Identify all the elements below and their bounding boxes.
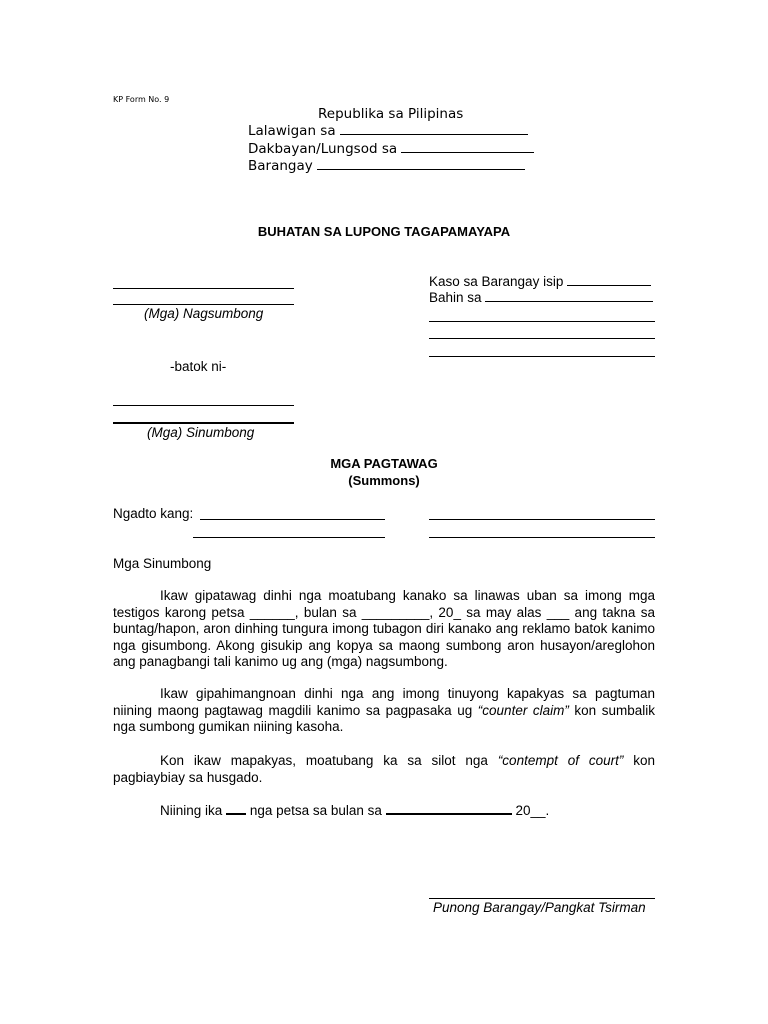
city-field[interactable] (401, 141, 534, 153)
summons-paragraph-2 (113, 686, 655, 736)
province-field[interactable] (340, 123, 528, 135)
republic-label: Republika sa Pilipinas (318, 106, 464, 122)
regarding-field[interactable] (485, 290, 653, 302)
signature-label: Punong Barangay/Pangkat Tsirman (433, 900, 646, 915)
date-label-a: Niining ika (160, 803, 223, 818)
complainants-label: (Mga) Nagsumbong (144, 306, 264, 321)
month-field[interactable] (386, 802, 512, 815)
city-row (248, 141, 534, 157)
date-label-c: 20__. (515, 803, 550, 818)
province-label: Lalawigan sa (248, 123, 336, 139)
respondent-line-1[interactable] (113, 405, 294, 406)
date-label-b: nga petsa sa bulan sa (249, 803, 382, 818)
to-line-2[interactable] (193, 537, 385, 538)
p2-text-a: Ikaw gipahimangnoan dinhi nga ang imong tinuyong kapakyas sa pagtuman niining maong pagtawag magdili kanimo sa pagpasaka ug (113, 686, 655, 718)
respondent-line-2[interactable] (113, 422, 294, 424)
barangay-row (248, 158, 525, 174)
case-no-label: Kaso sa Barangay isip (429, 274, 564, 289)
regarding-label: Bahin sa (429, 290, 482, 305)
addressee-label: Mga Sinumbong (113, 556, 212, 571)
versus-label: -batok ni- (170, 359, 227, 374)
summons-subtitle: (Summons) (348, 473, 420, 488)
summons-paragraph-1: Ikaw gipatawag dinhi nga moatubang kanako sa linawas uban sa imong mga testigos karong petsa ______, bulan sa _________, 20_ sa may alas ___ ang takna sa buntag/hapon, aron dinhing tungura imong tubagon diri kanako ang reklamo batok kanimo nga gisumbong. Akong gisukip ang kopya sa maong sumbong aron husayon/areglohon ang panagbangi tali kanimo ug ang (mga) nagsumbong. (113, 588, 655, 669)
case-no-field[interactable] (567, 274, 651, 286)
province-row (248, 123, 528, 139)
regarding-line-2[interactable] (429, 321, 655, 322)
p3-text-b: kon pagbiaybiay sa husgado. (113, 753, 655, 785)
to-line-4[interactable] (429, 537, 655, 538)
p2-counter-claim: “counter claim” (477, 702, 569, 718)
barangay-label: Barangay (248, 158, 313, 174)
to-label: Ngadto kang: (113, 506, 194, 521)
barangay-field[interactable] (317, 158, 525, 170)
case-no-row (429, 274, 651, 289)
date-line (160, 802, 549, 818)
summons-paragraph-3 (113, 753, 655, 786)
complainant-line-1[interactable] (113, 288, 294, 289)
regarding-line-3[interactable] (429, 338, 655, 339)
complainant-line-2[interactable] (113, 304, 294, 305)
city-label: Dakbayan/Lungsod sa (248, 141, 398, 157)
respondents-label: (Mga) Sinumbong (147, 425, 255, 440)
p2-text-b: kon sumbalik nga sumbong gumikan niining kasoha. (113, 702, 655, 734)
p3-text-a: Kon ikaw mapakyas, moatubang ka sa silot nga (160, 753, 488, 768)
office-title: BUHATAN SA LUPONG TAGAPAMAYAPA (257, 224, 511, 239)
regarding-line-4[interactable] (429, 356, 655, 357)
summons-title: MGA PAGTAWAG (330, 456, 438, 471)
form-number: KP Form No. 9 (113, 95, 170, 104)
p3-contempt: “contempt of court” (497, 753, 624, 768)
regarding-row (429, 290, 653, 305)
signature-line[interactable] (429, 898, 655, 899)
day-field[interactable] (226, 802, 246, 815)
to-line-1[interactable] (200, 519, 385, 520)
to-line-3[interactable] (429, 519, 655, 520)
